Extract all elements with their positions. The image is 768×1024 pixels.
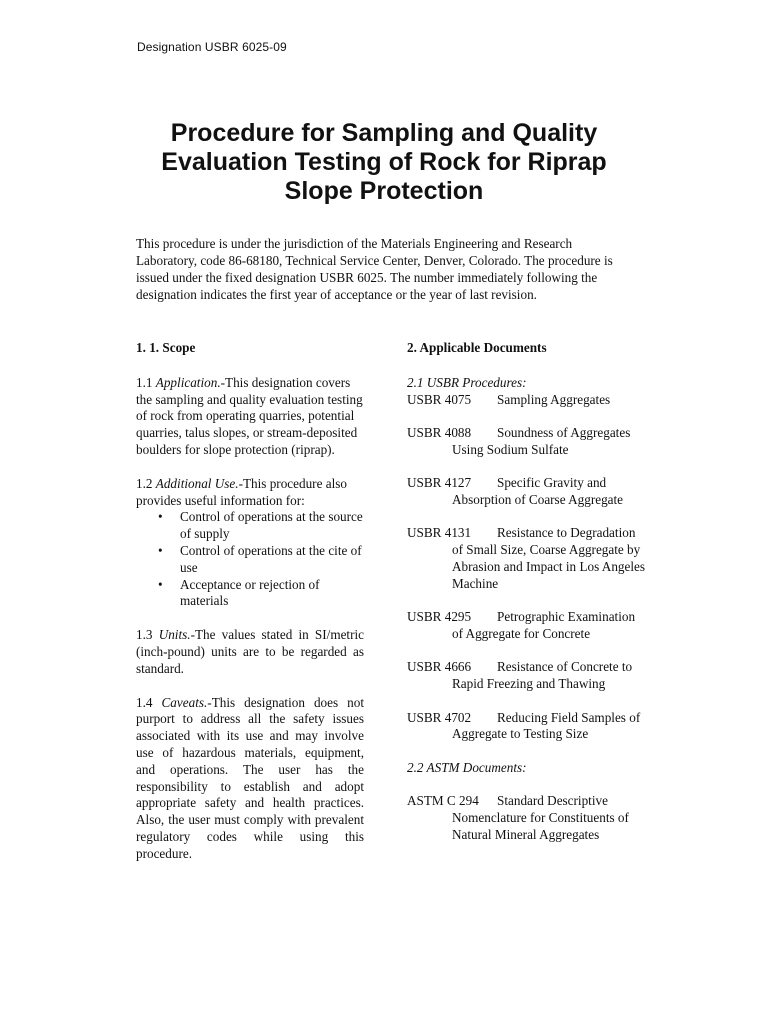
usbr-reference <box>407 425 647 459</box>
list-item: • Acceptance or rejection of materials <box>158 576 320 609</box>
scope-heading: 1. 1. Scope <box>136 340 196 355</box>
uses-list <box>136 509 364 610</box>
usbr-reference <box>407 525 647 592</box>
reference-code: USBR 4075 <box>407 391 472 407</box>
reference-code: USBR 4127 <box>407 475 472 491</box>
intro-paragraph: This procedure is under the jurisdiction of the Materials Engineering and Research Laboratory, code 86-68180, Technical Service Center, Denver, Colorado. The procedure is issued under the fixed designation USBR 6025. The number immediately following the designation indicates the first year of acceptance or the year of last revision. <box>136 236 613 302</box>
usbr-reference <box>407 609 647 643</box>
documents-column <box>407 340 647 860</box>
section-number: 1.2 <box>136 475 156 491</box>
section-number: 1.1 <box>136 374 156 390</box>
astm-subheading: 2.2 ASTM Documents: <box>407 759 527 775</box>
scope-units-paragraph <box>136 627 364 677</box>
scope-additional-use-paragraph <box>136 476 364 510</box>
reference-code: USBR 4088 <box>407 424 472 440</box>
section-label: Units. <box>158 627 191 643</box>
title-line: Slope Protection <box>284 177 484 205</box>
reference-title: Resistance of Concrete to Rapid Freezing and Thawing <box>452 659 633 692</box>
reference-code: USBR 4666 <box>407 659 472 675</box>
section-text: -This procedure also provides useful information for: <box>136 475 347 508</box>
bullet-icon: • <box>158 542 163 558</box>
reference-code: USBR 4295 <box>407 609 472 625</box>
usbr-reference <box>407 475 647 509</box>
documents-heading: 2. Applicable Documents <box>407 340 547 355</box>
reference-title: Soundness of Aggregates Using Sodium Sulfate <box>452 424 631 457</box>
list-item: • Control of operations at the cite of use <box>158 542 362 575</box>
reference-code: ASTM C 294 <box>407 793 479 809</box>
reference-title: Specific Gravity and Absorption of Coarse Aggregate <box>452 475 624 507</box>
section-label: Application. <box>155 374 221 390</box>
section-label: Additional Use. <box>155 475 239 491</box>
title-line: Procedure for Sampling and Quality <box>170 119 598 147</box>
section-number: 1.4 <box>136 694 162 710</box>
reference-title: Standard Descriptive Nomenclature for Constituents of Natural Mineral Aggregates <box>452 793 629 842</box>
list-item: • Control of operations at the source of supply <box>158 509 363 542</box>
document-title <box>120 119 648 206</box>
section-number: 1.3 <box>136 627 159 643</box>
section-label: Caveats. <box>161 694 208 710</box>
scope-column <box>136 340 364 880</box>
section-text: -The values stated in SI/metric (inch-pound) units are to be regarded as standard. <box>136 627 364 676</box>
reference-title: Petrographic Examination of Aggregate for Concrete <box>452 609 636 641</box>
title-line: Evaluation Testing of Rock for Riprap <box>161 148 607 176</box>
bullet-icon: • <box>158 509 163 525</box>
reference-title: Resistance to Degradation of Small Size, Coarse Aggregate by Abrasion and Impact in Los Angeles Machine <box>452 525 646 591</box>
scope-application-paragraph <box>136 375 364 459</box>
designation-header: Designation USBR 6025-09 <box>137 40 287 54</box>
usbr-subheading: 2.1 USBR Procedures: <box>407 374 527 390</box>
reference-title: Sampling Aggregates <box>497 391 611 407</box>
usbr-reference <box>407 659 647 693</box>
section-text: -This designation does not purport to address all the safety issues associated with its use and may involve use of hazardous materials, equipment, and operations. The user has the responsibility to establish and adopt appropriate safety and health practices. Also, the user must comply with prevalent regulatory codes while using this procedure. <box>136 694 364 861</box>
reference-code: USBR 4131 <box>407 525 472 541</box>
usbr-reference <box>407 710 647 744</box>
scope-caveats-paragraph <box>136 695 364 863</box>
reference-code: USBR 4702 <box>407 709 472 725</box>
bullet-icon: • <box>158 576 163 592</box>
reference-title: Reducing Field Samples of Aggregate to Testing Size <box>452 709 641 742</box>
section-text: -This designation covers the sampling and quality evaluation testing of rock from operating quarries, potential quarries, talus slopes, or stream-deposited boulders for slope protection (riprap). <box>136 374 363 457</box>
astm-reference <box>407 793 647 843</box>
usbr-reference <box>407 392 647 409</box>
